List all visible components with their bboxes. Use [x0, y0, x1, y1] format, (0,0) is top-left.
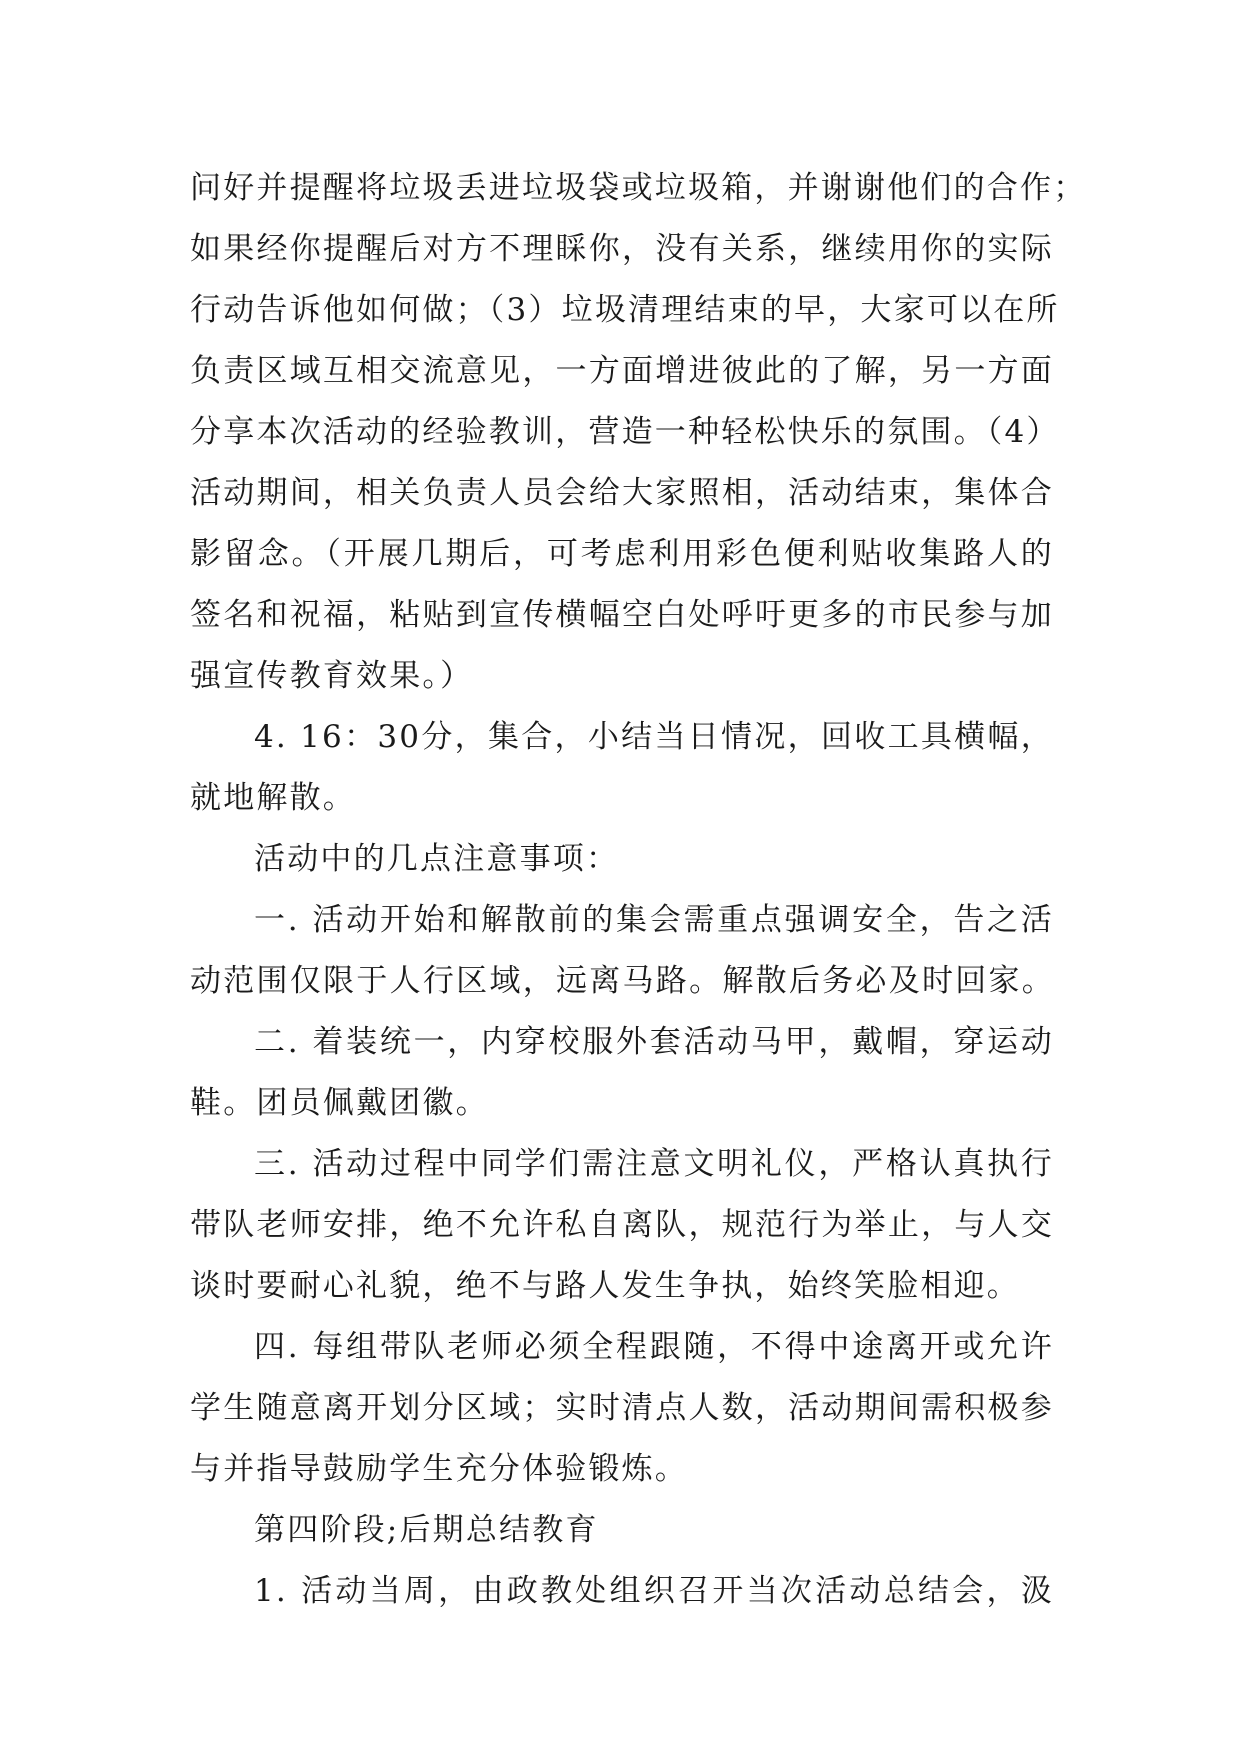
text-line: 问好并提醒将垃圾丢进垃圾袋或垃圾箱，并谢谢他们的合作； — [190, 170, 1087, 206]
text-line: 签名和祝福，粘贴到宣传横幅空白处呼吁更多的市民参与加 — [190, 597, 1054, 633]
text-line: 强宣传教育效果。） — [190, 658, 474, 694]
text-line: 带队老师安排，绝不允许私自离队，规范行为举止，与人交 — [190, 1207, 1054, 1243]
text-line: 影留念。（开展几期后，可考虑利用彩色便利贴收集路人的 — [190, 536, 1054, 572]
section-heading: 活动中的几点注意事项： — [254, 841, 620, 877]
text-line: 三. 活动过程中同学们需注意文明礼仪，严格认真执行 — [254, 1146, 1054, 1182]
text-line: 学生随意离开划分区域；实时清点人数，活动期间需积极参 — [190, 1390, 1054, 1426]
text-line: 与并指导鼓励学生充分体验锻炼。 — [190, 1451, 688, 1487]
text-line: 活动期间，相关负责人员会给大家照相，活动结束，集体合 — [190, 475, 1054, 511]
text-line: 行动告诉他如何做；（3）垃圾清理结束的早，大家可以在所 — [190, 292, 1060, 328]
text-line: 4. 16：30分，集合，小结当日情况，回收工具横幅， — [254, 719, 1054, 755]
text-line: 动范围仅限于人行区域，远离马路。解散后务必及时回家。 — [190, 963, 1054, 999]
text-line: 1. 活动当周，由政教处组织召开当次活动总结会，汲 — [254, 1573, 1054, 1609]
text-line: 一. 活动开始和解散前的集会需重点强调安全，告之活 — [254, 902, 1054, 938]
text-line: 分享本次活动的经验教训，营造一种轻松快乐的氛围。（4） — [190, 414, 1060, 450]
document-body — [190, 158, 1087, 1622]
text-line: 四. 每组带队老师必须全程跟随，不得中途离开或允许 — [254, 1329, 1054, 1365]
text-line: 负责区域互相交流意见，一方面增进彼此的了解，另一方面 — [190, 353, 1054, 389]
text-line: 鞋。团员佩戴团徽。 — [190, 1085, 489, 1121]
section-heading: 第四阶段;后期总结教育 — [254, 1512, 599, 1548]
text-line: 谈时要耐心礼貌，绝不与路人发生争执，始终笑脸相迎。 — [190, 1268, 1020, 1304]
text-line: 就地解散。 — [190, 780, 356, 816]
text-line: 二. 着装统一，内穿校服外套活动马甲，戴帽，穿运动 — [254, 1024, 1054, 1060]
text-line: 如果经你提醒后对方不理睬你，没有关系，继续用你的实际 — [190, 231, 1054, 267]
